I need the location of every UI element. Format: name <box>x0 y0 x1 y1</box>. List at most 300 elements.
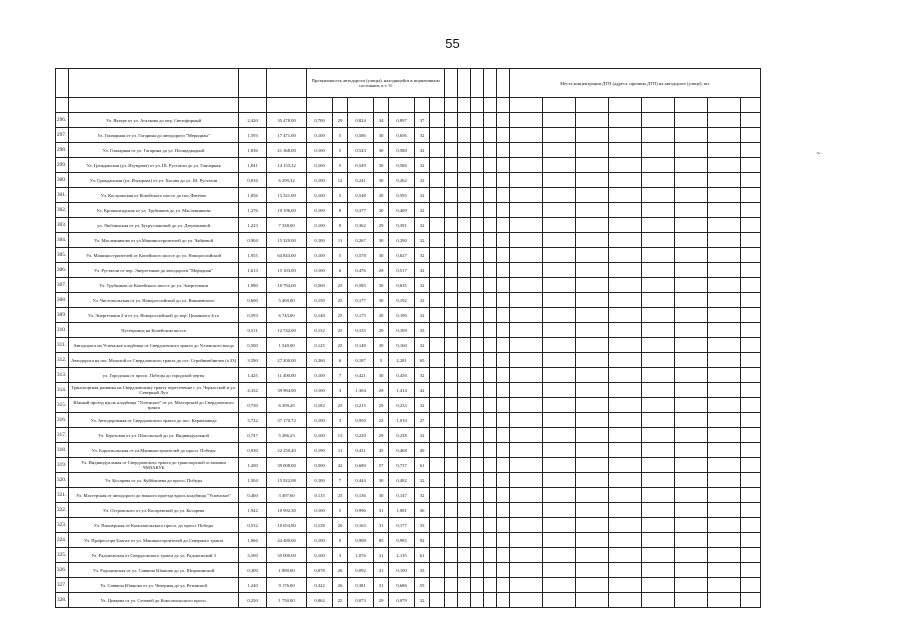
empty-cell <box>484 113 497 128</box>
empty-cell <box>675 518 708 533</box>
empty-cell <box>609 278 642 293</box>
value-g: 0,468 <box>389 443 415 458</box>
value-d: 5 <box>333 143 348 158</box>
empty-cell <box>445 188 458 203</box>
empty-cell <box>430 413 445 428</box>
empty-cell <box>471 188 484 203</box>
empty-cell <box>675 113 708 128</box>
empty-cell <box>445 278 458 293</box>
length-km: 0,500 <box>239 338 267 353</box>
empty-cell <box>708 143 741 158</box>
table-row <box>56 143 761 158</box>
empty-cell <box>445 458 458 473</box>
value-c: 0,078 <box>307 563 333 578</box>
road-name: Ул. Масленникова от ул.Машиностроителей до ул. Чайковой <box>69 233 239 248</box>
empty-cell <box>675 503 708 518</box>
value-g: 0,079 <box>389 593 415 608</box>
row-number: 319. <box>56 458 69 473</box>
value-e: 0,950 <box>348 413 374 428</box>
empty-cell <box>471 503 484 518</box>
empty-cell <box>708 323 741 338</box>
length-km: 0,904 <box>239 233 267 248</box>
value-f: 29 <box>374 218 389 233</box>
table-row <box>56 428 761 443</box>
cost-value: 10 654,80 <box>267 518 307 533</box>
empty-cell <box>543 548 576 563</box>
empty-cell <box>741 263 761 278</box>
value-c: 0,560 <box>307 278 333 293</box>
empty-cell <box>642 248 675 263</box>
empty-cell <box>708 368 741 383</box>
empty-cell <box>708 563 741 578</box>
value-h: 32 <box>415 488 430 503</box>
empty-cell <box>741 233 761 248</box>
length-km: 1,841 <box>239 158 267 173</box>
row-number: 322. <box>56 503 69 518</box>
cost-value: 22 250,40 <box>267 443 307 458</box>
empty-cell <box>445 248 458 263</box>
empty-cell <box>675 563 708 578</box>
value-e: 0,073 <box>348 593 374 608</box>
empty-cell <box>458 503 471 518</box>
empty-cell <box>543 578 576 593</box>
empty-cell <box>708 413 741 428</box>
empty-cell <box>642 563 675 578</box>
value-f: 57 <box>374 458 389 473</box>
value-e: 0,578 <box>348 248 374 263</box>
value-d: 25 <box>333 323 348 338</box>
value-h: 61 <box>415 548 430 563</box>
value-f: 29 <box>374 263 389 278</box>
value-g: 0,482 <box>389 473 415 488</box>
row-number: 320. <box>56 473 69 488</box>
empty-cell <box>471 578 484 593</box>
empty-cell <box>609 533 642 548</box>
value-c: 0,182 <box>307 398 333 413</box>
value-d: 26 <box>333 518 348 533</box>
road-name: Ул. Мастерская от автодороги до южного проезда вдоль кладбища "Успенское" <box>69 488 239 503</box>
empty-cell <box>430 308 445 323</box>
value-h: 32 <box>415 128 430 143</box>
empty-cell <box>642 143 675 158</box>
empty-cell <box>458 128 471 143</box>
empty-cell <box>576 563 609 578</box>
empty-cell <box>497 428 510 443</box>
empty-cell <box>430 338 445 353</box>
empty-cell <box>458 518 471 533</box>
empty-cell <box>430 383 445 398</box>
length-km: 0,600 <box>239 293 267 308</box>
table-row <box>56 443 761 458</box>
value-h: 32 <box>415 203 430 218</box>
value-f: 31 <box>374 563 389 578</box>
value-f: 5 <box>374 353 389 368</box>
table-row <box>56 593 761 608</box>
table-row <box>56 158 761 173</box>
empty-cell <box>609 203 642 218</box>
empty-cell <box>458 563 471 578</box>
empty-cell <box>642 413 675 428</box>
road-name: Ул. Рустаели от пер. Энергетиков до автодороги "Меридиан" <box>69 263 239 278</box>
value-d: 13 <box>333 428 348 443</box>
cost-value: 17 471,00 <box>267 128 307 143</box>
empty-cell <box>675 458 708 473</box>
empty-cell <box>510 518 543 533</box>
empty-cell <box>458 383 471 398</box>
empty-cell <box>458 368 471 383</box>
empty-cell <box>497 563 510 578</box>
value-f: 30 <box>374 308 389 323</box>
road-name: Путепровод на Копейском шоссе <box>69 323 239 338</box>
row-number: 310. <box>56 323 69 338</box>
value-h: 92 <box>415 533 430 548</box>
empty-cell <box>458 413 471 428</box>
empty-cell <box>576 188 609 203</box>
value-e: 0,543 <box>348 143 374 158</box>
empty-cell <box>484 128 497 143</box>
empty-cell <box>458 233 471 248</box>
empty-cell <box>675 173 708 188</box>
empty-cell <box>510 338 543 353</box>
empty-cell <box>741 278 761 293</box>
empty-cell <box>609 593 642 608</box>
empty-cell <box>741 248 761 263</box>
empty-cell <box>543 593 576 608</box>
value-g: 0,635 <box>389 278 415 293</box>
empty-cell <box>609 158 642 173</box>
value-h: 33 <box>415 323 430 338</box>
value-h: 32 <box>415 308 430 323</box>
value-f: 29 <box>374 428 389 443</box>
empty-cell <box>741 368 761 383</box>
value-d: 7 <box>333 368 348 383</box>
road-name: Ул. Косарева от ул. Куйбышева до просп. Победы <box>69 473 239 488</box>
empty-cell <box>430 233 445 248</box>
value-d: 42 <box>333 458 348 473</box>
value-c: 0,322 <box>307 578 333 593</box>
empty-cell <box>708 278 741 293</box>
table-row <box>56 488 761 503</box>
value-e: 0,175 <box>348 308 374 323</box>
value-c: 0,260 <box>307 353 333 368</box>
empty-cell <box>484 203 497 218</box>
empty-cell <box>675 383 708 398</box>
table-row <box>56 233 761 248</box>
value-f: 30 <box>374 473 389 488</box>
value-d: 5 <box>333 158 348 173</box>
value-h: 32 <box>415 263 430 278</box>
empty-cell <box>471 263 484 278</box>
empty-cell <box>609 368 642 383</box>
value-g: 0,897 <box>389 113 415 128</box>
empty-cell <box>609 113 642 128</box>
empty-cell <box>445 398 458 413</box>
row-number: 303. <box>56 218 69 233</box>
empty-cell <box>471 173 484 188</box>
empty-cell <box>675 218 708 233</box>
empty-cell <box>708 128 741 143</box>
row-number: 317. <box>56 428 69 443</box>
empty-cell <box>471 413 484 428</box>
length-km: 1,836 <box>239 143 267 158</box>
empty-cell <box>609 188 642 203</box>
empty-cell <box>458 278 471 293</box>
empty-cell <box>445 443 458 458</box>
empty-cell <box>741 323 761 338</box>
empty-cell <box>642 173 675 188</box>
empty-cell <box>543 248 576 263</box>
value-f: 30 <box>374 143 389 158</box>
empty-cell <box>741 593 761 608</box>
empty-cell <box>471 383 484 398</box>
empty-cell <box>675 533 708 548</box>
empty-cell <box>741 128 761 143</box>
value-e: 0,476 <box>348 263 374 278</box>
empty-cell <box>510 143 543 158</box>
value-e: 0,155 <box>348 323 374 338</box>
empty-cell <box>576 248 609 263</box>
value-g: 0,169 <box>389 323 415 338</box>
value-f: 30 <box>374 488 389 503</box>
length-km: 1,980 <box>239 278 267 293</box>
empty-cell <box>576 278 609 293</box>
empty-cell <box>484 278 497 293</box>
empty-cell <box>675 578 708 593</box>
length-km: 0,816 <box>239 173 267 188</box>
value-h: 36 <box>415 503 430 518</box>
empty-cell <box>543 368 576 383</box>
empty-cell <box>642 503 675 518</box>
empty-cell <box>708 383 741 398</box>
length-km: 0,747 <box>239 428 267 443</box>
empty-cell <box>458 308 471 323</box>
empty-cell <box>471 293 484 308</box>
road-name: Ул. Березовая от ул. Шагольской до ул. Индивидуальной <box>69 428 239 443</box>
empty-cell <box>510 398 543 413</box>
empty-cell <box>642 308 675 323</box>
empty-cell <box>471 278 484 293</box>
empty-cell <box>708 428 741 443</box>
row-number: 325. <box>56 548 69 563</box>
empty-cell <box>609 518 642 533</box>
empty-cell <box>609 458 642 473</box>
value-c: 0,132 <box>307 323 333 338</box>
empty-cell <box>675 368 708 383</box>
value-c: 0,150 <box>307 293 333 308</box>
empty-cell <box>741 488 761 503</box>
value-g: 0,456 <box>389 368 415 383</box>
value-f: 30 <box>374 188 389 203</box>
cost-value: 6 399,20 <box>267 398 307 413</box>
empty-cell <box>484 458 497 473</box>
empty-cell <box>675 443 708 458</box>
value-e: 0,824 <box>348 113 374 128</box>
value-e: 0,377 <box>348 203 374 218</box>
empty-cell <box>445 593 458 608</box>
value-e: 0,421 <box>348 368 374 383</box>
empty-cell <box>458 293 471 308</box>
empty-cell <box>430 113 445 128</box>
empty-cell <box>543 323 576 338</box>
empty-cell <box>708 503 741 518</box>
empty-cell <box>458 218 471 233</box>
empty-cell <box>543 263 576 278</box>
cost-value: 27 200,00 <box>267 353 307 368</box>
empty-cell <box>471 548 484 563</box>
empty-cell <box>471 158 484 173</box>
empty-cell <box>430 263 445 278</box>
empty-cell <box>609 308 642 323</box>
value-f: 34 <box>374 113 389 128</box>
empty-cell <box>430 533 445 548</box>
road-name: Ул. Автодорожная от Свердловского тракта до пос. Керамзавода <box>69 413 239 428</box>
cost-value: 6 299,32 <box>267 173 307 188</box>
empty-cell <box>430 158 445 173</box>
empty-cell <box>484 398 497 413</box>
empty-cell <box>741 143 761 158</box>
empty-cell <box>497 488 510 503</box>
empty-cell <box>675 128 708 143</box>
empty-cell <box>609 473 642 488</box>
empty-cell <box>458 203 471 218</box>
road-name: Ул. Радонежская от Свердловского тракта до ул. Радонежской 3 <box>69 548 239 563</box>
value-d: 26 <box>333 578 348 593</box>
value-e: 0,549 <box>348 158 374 173</box>
value-f: 31 <box>374 548 389 563</box>
empty-cell <box>510 458 543 473</box>
empty-cell <box>609 173 642 188</box>
value-d: 5 <box>333 188 348 203</box>
value-d: 25 <box>333 398 348 413</box>
value-f: 31 <box>374 503 389 518</box>
table-row <box>56 218 761 233</box>
value-h: 33 <box>415 563 430 578</box>
empty-cell <box>675 263 708 278</box>
value-g: 0,147 <box>389 488 415 503</box>
empty-cell <box>576 218 609 233</box>
length-km: 1,613 <box>239 263 267 278</box>
value-e: 0,908 <box>348 533 374 548</box>
empty-cell <box>675 248 708 263</box>
empty-cell <box>741 578 761 593</box>
value-h: 27 <box>415 413 430 428</box>
empty-cell <box>484 563 497 578</box>
empty-cell <box>543 233 576 248</box>
table-row <box>56 563 761 578</box>
row-number: 315. <box>56 398 69 413</box>
empty-cell <box>430 368 445 383</box>
table-row <box>56 383 761 398</box>
empty-cell <box>642 368 675 383</box>
empty-cell <box>497 338 510 353</box>
table-row <box>56 323 761 338</box>
empty-cell <box>471 488 484 503</box>
value-c: 0,100 <box>307 188 333 203</box>
empty-cell <box>609 128 642 143</box>
value-g: 0,262 <box>389 173 415 188</box>
empty-cell <box>430 143 445 158</box>
value-h: 42 <box>415 383 430 398</box>
empty-cell <box>497 308 510 323</box>
empty-cell <box>445 218 458 233</box>
empty-cell <box>543 158 576 173</box>
empty-cell <box>708 488 741 503</box>
empty-cell <box>497 518 510 533</box>
value-e: 0,680 <box>348 458 374 473</box>
empty-cell <box>430 353 445 368</box>
empty-cell <box>497 368 510 383</box>
value-d: 5 <box>333 248 348 263</box>
empty-cell <box>576 398 609 413</box>
value-g: 0,656 <box>389 128 415 143</box>
value-f: 45 <box>374 443 389 458</box>
value-g: 0,517 <box>389 263 415 278</box>
value-c: 0,500 <box>307 458 333 473</box>
value-g: 0,985 <box>389 533 415 548</box>
value-h: 32 <box>415 233 430 248</box>
value-d: 25 <box>333 308 348 323</box>
value-f: 29 <box>374 398 389 413</box>
empty-cell <box>675 188 708 203</box>
row-number: 328. <box>56 593 69 608</box>
table-row <box>56 113 761 128</box>
empty-cell <box>445 158 458 173</box>
table-row <box>56 398 761 413</box>
row-number: 318. <box>56 443 69 458</box>
value-e: 0,444 <box>348 473 374 488</box>
empty-cell <box>471 473 484 488</box>
empty-cell <box>741 218 761 233</box>
table-row <box>56 203 761 218</box>
value-f: 30 <box>374 338 389 353</box>
empty-cell <box>642 233 675 248</box>
empty-cell <box>576 428 609 443</box>
cost-value: 5 400,00 <box>267 293 307 308</box>
empty-cell <box>484 428 497 443</box>
empty-cell <box>543 383 576 398</box>
empty-cell <box>510 593 543 608</box>
value-f: 31 <box>374 578 389 593</box>
empty-cell <box>609 443 642 458</box>
empty-cell <box>675 308 708 323</box>
row-number: 302. <box>56 203 69 218</box>
empty-cell <box>609 293 642 308</box>
value-d: 11 <box>333 443 348 458</box>
value-h: 49 <box>415 443 430 458</box>
cost-value: 10 196,00 <box>267 203 307 218</box>
empty-cell <box>510 488 543 503</box>
empty-cell <box>484 518 497 533</box>
table-header-row <box>56 69 761 98</box>
cost-value: 1 750,00 <box>267 593 307 608</box>
cost-value: 64 843,00 <box>267 248 307 263</box>
empty-cell <box>741 413 761 428</box>
value-f: 30 <box>374 278 389 293</box>
empty-cell <box>576 593 609 608</box>
table-header-spacer-row <box>56 98 761 113</box>
length-km: 0,511 <box>239 323 267 338</box>
value-e: 0,241 <box>348 173 374 188</box>
road-name: Ул. Кострамская от Копейского шоссе до пос.Фатеево <box>69 188 239 203</box>
empty-cell <box>675 548 708 563</box>
empty-cell <box>741 398 761 413</box>
empty-cell <box>675 143 708 158</box>
value-e: 0,431 <box>348 443 374 458</box>
cost-value: 12 742,00 <box>267 323 307 338</box>
empty-cell <box>458 188 471 203</box>
header-accident-places: Места концентрации ДТП (адреса, причина ДТП) на автодороге (улице), шт. <box>510 69 761 98</box>
empty-cell <box>708 158 741 173</box>
